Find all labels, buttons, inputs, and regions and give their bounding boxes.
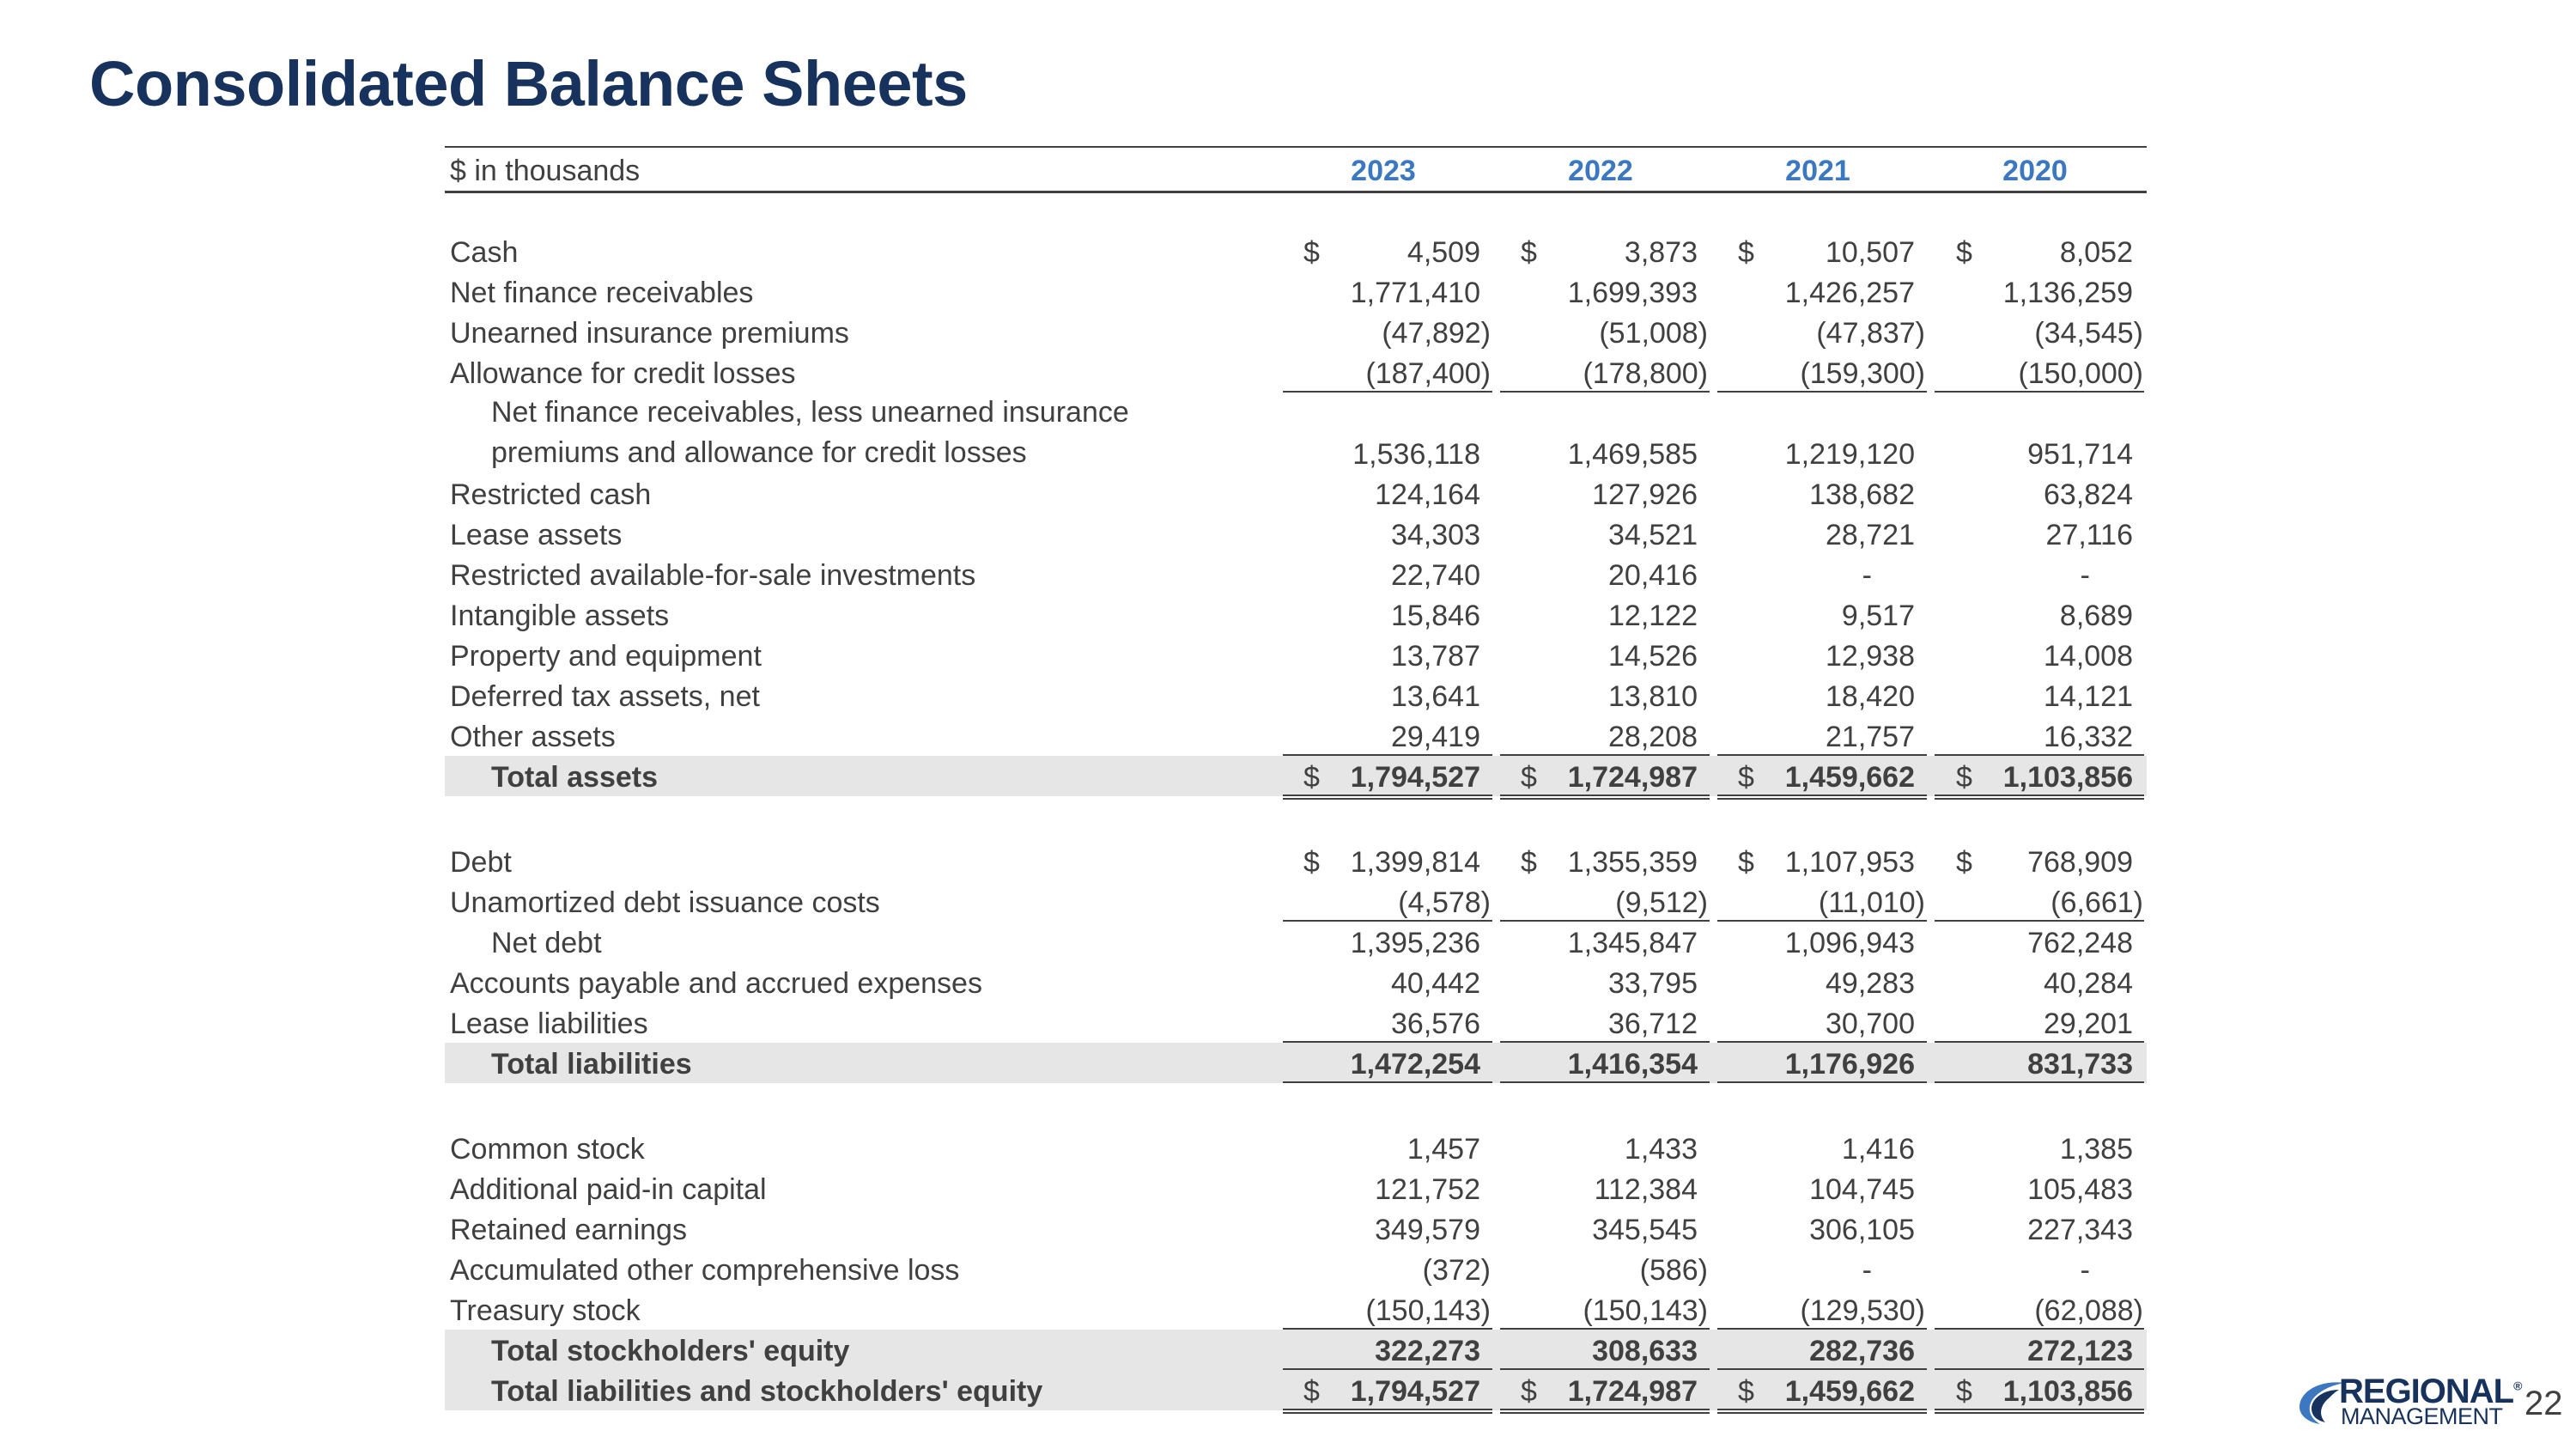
cell-2022: 1,345,847 bbox=[1567, 927, 1698, 959]
cell-2023: 36,576 bbox=[1391, 1008, 1480, 1040]
cell-2021: 21,757 bbox=[1826, 721, 1915, 753]
cell-2020: (6,661) bbox=[2050, 886, 2143, 919]
row-label: Total liabilities and stockholders' equity bbox=[491, 1375, 1043, 1408]
cell-2020: 1,136,259 bbox=[2002, 277, 2133, 309]
cell-2021: 138,682 bbox=[1809, 478, 1915, 511]
currency-symbol: $ bbox=[1303, 846, 1320, 879]
cell-2021: 306,105 bbox=[1809, 1214, 1915, 1246]
table-row bbox=[445, 554, 2147, 594]
cell-2022: 1,433 bbox=[1624, 1133, 1698, 1166]
cell-2020: 14,121 bbox=[2044, 680, 2133, 713]
cell-2022: 36,712 bbox=[1608, 1008, 1698, 1040]
row-label: Common stock bbox=[450, 1133, 645, 1166]
double-underline bbox=[1283, 795, 1492, 800]
row-label: Cash bbox=[450, 236, 519, 269]
cell-2023: 124,164 bbox=[1375, 478, 1480, 511]
cell-2021: 1,096,943 bbox=[1784, 927, 1915, 959]
cell-2020: 1,103,856 bbox=[2002, 761, 2133, 794]
cell-2020: 272,123 bbox=[2027, 1335, 2133, 1367]
units-label: $ in thousands bbox=[450, 155, 641, 187]
cell-2023: 1,771,410 bbox=[1350, 277, 1480, 309]
table-row bbox=[445, 393, 2147, 473]
row-label: Unamortized debt issuance costs bbox=[450, 886, 880, 919]
cell-2020: 951,714 bbox=[2027, 438, 2133, 471]
double-underline bbox=[1717, 795, 1927, 800]
cell-2023: (372) bbox=[1422, 1254, 1491, 1287]
currency-symbol: $ bbox=[1738, 761, 1754, 794]
table-row bbox=[445, 271, 2147, 312]
table-header bbox=[445, 146, 2147, 193]
table-row bbox=[445, 715, 2147, 756]
single-underline bbox=[1935, 1081, 2144, 1083]
row-label: Treasury stock bbox=[450, 1294, 641, 1327]
year-header-2022: 2022 bbox=[1568, 155, 1633, 187]
row-label: Allowance for credit losses bbox=[450, 357, 796, 390]
table-row bbox=[445, 594, 2147, 635]
cell-2020: 27,116 bbox=[2045, 519, 2133, 551]
cell-2021: 1,176,926 bbox=[1784, 1048, 1915, 1081]
table-row bbox=[445, 312, 2147, 352]
cell-2022: 345,545 bbox=[1592, 1214, 1698, 1246]
cell-2022: (150,143) bbox=[1583, 1294, 1708, 1327]
cell-2022: 308,633 bbox=[1592, 1335, 1698, 1367]
currency-symbol: $ bbox=[1956, 1375, 1972, 1408]
cell-2022: 12,122 bbox=[1608, 600, 1698, 632]
row-label: Accounts payable and accrued expenses bbox=[450, 967, 982, 1000]
table-row bbox=[445, 1168, 2147, 1209]
single-underline bbox=[1717, 1081, 1927, 1083]
row-label: Intangible assets bbox=[450, 600, 670, 632]
row-label: Net debt bbox=[491, 927, 602, 959]
currency-symbol: $ bbox=[1521, 761, 1537, 794]
row-label: Other assets bbox=[450, 721, 616, 753]
cell-2023: 1,472,254 bbox=[1350, 1048, 1480, 1081]
logo-line-1: REGIONAL® bbox=[2339, 1373, 2522, 1410]
cell-2021: (129,530) bbox=[1800, 1294, 1925, 1327]
table-row bbox=[445, 1043, 2147, 1083]
year-header-2023: 2023 bbox=[1351, 155, 1416, 187]
cell-2021: 18,420 bbox=[1826, 680, 1915, 713]
page-title: Consolidated Balance Sheets bbox=[89, 48, 968, 119]
currency-symbol: $ bbox=[1956, 761, 1972, 794]
year-header-2021: 2021 bbox=[1785, 155, 1850, 187]
table-row bbox=[445, 1002, 2147, 1043]
cell-2023: (4,578) bbox=[1398, 886, 1491, 919]
table-row bbox=[445, 1249, 2147, 1289]
cell-2021: 30,700 bbox=[1826, 1008, 1915, 1040]
cell-2023: 322,273 bbox=[1375, 1335, 1480, 1367]
cell-2020: 105,483 bbox=[2027, 1173, 2133, 1206]
row-label: Retained earnings bbox=[450, 1214, 687, 1246]
cell-2020: 8,052 bbox=[2059, 236, 2133, 269]
cell-2023: 349,579 bbox=[1375, 1214, 1480, 1246]
cell-2020: - bbox=[2080, 559, 2090, 592]
cell-2022: 3,873 bbox=[1624, 236, 1698, 269]
currency-symbol: $ bbox=[1738, 1375, 1754, 1408]
row-label: Unearned insurance premiums bbox=[450, 317, 849, 350]
cell-2023: 34,303 bbox=[1391, 519, 1480, 551]
cell-2022: (9,512) bbox=[1615, 886, 1708, 919]
cell-2020: 768,909 bbox=[2027, 846, 2133, 879]
cell-2021: - bbox=[1862, 559, 1872, 592]
currency-symbol: $ bbox=[1738, 236, 1754, 269]
cell-2023: 40,442 bbox=[1391, 967, 1480, 1000]
cell-2023: (47,892) bbox=[1382, 317, 1491, 350]
cell-2022: 33,795 bbox=[1608, 967, 1698, 1000]
row-label: Total stockholders' equity bbox=[491, 1335, 850, 1367]
cell-2022: 127,926 bbox=[1592, 478, 1698, 511]
row-label: Restricted cash bbox=[450, 478, 652, 511]
table-row bbox=[445, 352, 2147, 393]
cell-2023: (150,143) bbox=[1365, 1294, 1491, 1327]
cell-2021: 1,459,662 bbox=[1784, 1375, 1915, 1408]
cell-2022: 1,355,359 bbox=[1567, 846, 1698, 879]
cell-2022: 1,469,585 bbox=[1567, 438, 1698, 471]
cell-2020: - bbox=[2080, 1254, 2090, 1287]
cell-2021: 1,416 bbox=[1841, 1133, 1915, 1166]
table-row bbox=[445, 756, 2147, 796]
cell-2021: 12,938 bbox=[1826, 640, 1915, 673]
cell-2023: 1,457 bbox=[1406, 1133, 1480, 1166]
cell-2020: 831,733 bbox=[2027, 1048, 2133, 1081]
cell-2021: 9,517 bbox=[1841, 600, 1915, 632]
cell-2020: 1,103,856 bbox=[2002, 1375, 2133, 1408]
table-row bbox=[445, 841, 2147, 881]
table-row bbox=[445, 1370, 2147, 1410]
double-underline bbox=[1500, 795, 1710, 800]
cell-2022: (51,008) bbox=[1599, 317, 1708, 350]
double-underline bbox=[1283, 1409, 1492, 1414]
cell-2021: 10,507 bbox=[1826, 236, 1915, 269]
currency-symbol: $ bbox=[1521, 1375, 1537, 1408]
cell-2021: (11,010) bbox=[1818, 886, 1925, 919]
cell-2021: 1,459,662 bbox=[1784, 761, 1915, 794]
row-label: Lease liabilities bbox=[450, 1008, 648, 1040]
section-gap bbox=[445, 796, 2147, 841]
row-label: Debt bbox=[450, 846, 512, 879]
cell-2021: 49,283 bbox=[1826, 967, 1915, 1000]
cell-2021: - bbox=[1862, 1254, 1872, 1287]
row-label: Net finance receivables, less unearned insurance premiums and allowance for credit losses bbox=[491, 396, 1129, 469]
cell-2020: (62,088) bbox=[2034, 1294, 2143, 1327]
table-body bbox=[445, 231, 2147, 1410]
single-underline bbox=[1500, 1081, 1710, 1083]
cell-2020: 16,332 bbox=[2044, 721, 2133, 753]
balance-sheet-table bbox=[445, 146, 2147, 1410]
cell-2020: 762,248 bbox=[2027, 927, 2133, 959]
cell-2021: 282,736 bbox=[1809, 1335, 1915, 1367]
table-row bbox=[445, 675, 2147, 715]
double-underline bbox=[1500, 1409, 1710, 1414]
cell-2022: 20,416 bbox=[1608, 559, 1698, 592]
cell-2023: 13,641 bbox=[1391, 680, 1480, 713]
cell-2021: 1,426,257 bbox=[1784, 277, 1915, 309]
cell-2022: (586) bbox=[1639, 1254, 1708, 1287]
cell-2022: (178,800) bbox=[1583, 357, 1708, 390]
cell-2022: 1,724,987 bbox=[1567, 761, 1698, 794]
cell-2020: 29,201 bbox=[2044, 1008, 2133, 1040]
cell-2021: 28,721 bbox=[1826, 519, 1915, 551]
cell-2020: 8,689 bbox=[2059, 600, 2133, 632]
cell-2020: (150,000) bbox=[2018, 357, 2143, 390]
table-row bbox=[445, 1128, 2147, 1168]
cell-2020: 63,824 bbox=[2044, 478, 2133, 511]
currency-symbol: $ bbox=[1521, 846, 1537, 879]
table-row bbox=[445, 1330, 2147, 1370]
row-label: Total liabilities bbox=[491, 1048, 692, 1081]
cell-2023: 13,787 bbox=[1391, 640, 1480, 673]
cell-2021: 1,219,120 bbox=[1784, 438, 1915, 471]
row-label: Lease assets bbox=[450, 519, 623, 551]
cell-2022: 34,521 bbox=[1608, 519, 1698, 551]
cell-2022: 28,208 bbox=[1608, 721, 1698, 753]
currency-symbol: $ bbox=[1303, 236, 1320, 269]
currency-symbol: $ bbox=[1303, 761, 1320, 794]
table-row bbox=[445, 1289, 2147, 1330]
cell-2023: (187,400) bbox=[1365, 357, 1491, 390]
currency-symbol: $ bbox=[1521, 236, 1537, 269]
cell-2023: 4,509 bbox=[1406, 236, 1480, 269]
table-row bbox=[445, 1209, 2147, 1249]
single-underline bbox=[1283, 1081, 1492, 1083]
cell-2021: 1,107,953 bbox=[1784, 846, 1915, 879]
cell-2020: (34,545) bbox=[2034, 317, 2143, 350]
cell-2020: 227,343 bbox=[2027, 1214, 2133, 1246]
cell-2021: (47,837) bbox=[1816, 317, 1925, 350]
row-label: Total assets bbox=[491, 761, 659, 794]
cell-2023: 22,740 bbox=[1391, 559, 1480, 592]
table-row bbox=[445, 635, 2147, 675]
currency-symbol: $ bbox=[1956, 846, 1972, 879]
cell-2022: 13,810 bbox=[1608, 680, 1698, 713]
cell-2023: 1,399,814 bbox=[1350, 846, 1480, 879]
double-underline bbox=[1935, 795, 2144, 800]
section-gap bbox=[445, 1083, 2147, 1128]
cell-2020: 40,284 bbox=[2044, 967, 2133, 1000]
table-row bbox=[445, 473, 2147, 514]
page-number: 22 bbox=[2524, 1385, 2563, 1422]
cell-2023: 121,752 bbox=[1375, 1173, 1480, 1206]
cell-2022: 112,384 bbox=[1594, 1173, 1698, 1206]
cell-2022: 1,416,354 bbox=[1567, 1048, 1698, 1081]
table-row bbox=[445, 514, 2147, 554]
cell-2022: 14,526 bbox=[1608, 640, 1698, 673]
table-row bbox=[445, 962, 2147, 1002]
logo-line-2: MANAGEMENT bbox=[2341, 1403, 2503, 1429]
currency-symbol: $ bbox=[1956, 236, 1972, 269]
cell-2021: (159,300) bbox=[1800, 357, 1925, 390]
row-label: Restricted available-for-sale investments bbox=[450, 559, 976, 592]
row-label: Accumulated other comprehensive loss bbox=[450, 1254, 960, 1287]
year-header-2020: 2020 bbox=[2002, 155, 2068, 187]
cell-2022: 1,724,987 bbox=[1567, 1375, 1698, 1408]
table-row bbox=[445, 922, 2147, 962]
cell-2023: 1,794,527 bbox=[1350, 1375, 1480, 1408]
row-label: Net finance receivables bbox=[450, 277, 754, 309]
double-underline bbox=[1935, 1409, 2144, 1414]
cell-2023: 1,395,236 bbox=[1350, 927, 1480, 959]
double-underline bbox=[1717, 1409, 1927, 1414]
cell-2023: 1,794,527 bbox=[1350, 761, 1480, 794]
cell-2022: 1,699,393 bbox=[1567, 277, 1698, 309]
table-row bbox=[445, 231, 2147, 271]
row-label: Property and equipment bbox=[450, 640, 762, 673]
currency-symbol: $ bbox=[1303, 1375, 1320, 1408]
cell-2020: 14,008 bbox=[2044, 640, 2133, 673]
currency-symbol: $ bbox=[1738, 846, 1754, 879]
table-row bbox=[445, 881, 2147, 922]
cell-2023: 15,846 bbox=[1391, 600, 1480, 632]
row-label: Deferred tax assets, net bbox=[450, 680, 760, 713]
cell-2020: 1,385 bbox=[2059, 1133, 2133, 1166]
cell-2023: 1,536,118 bbox=[1352, 438, 1480, 471]
company-logo bbox=[2294, 1373, 2522, 1429]
row-label: Additional paid-in capital bbox=[450, 1173, 767, 1206]
cell-2023: 29,419 bbox=[1391, 721, 1480, 753]
cell-2021: 104,745 bbox=[1809, 1173, 1915, 1206]
